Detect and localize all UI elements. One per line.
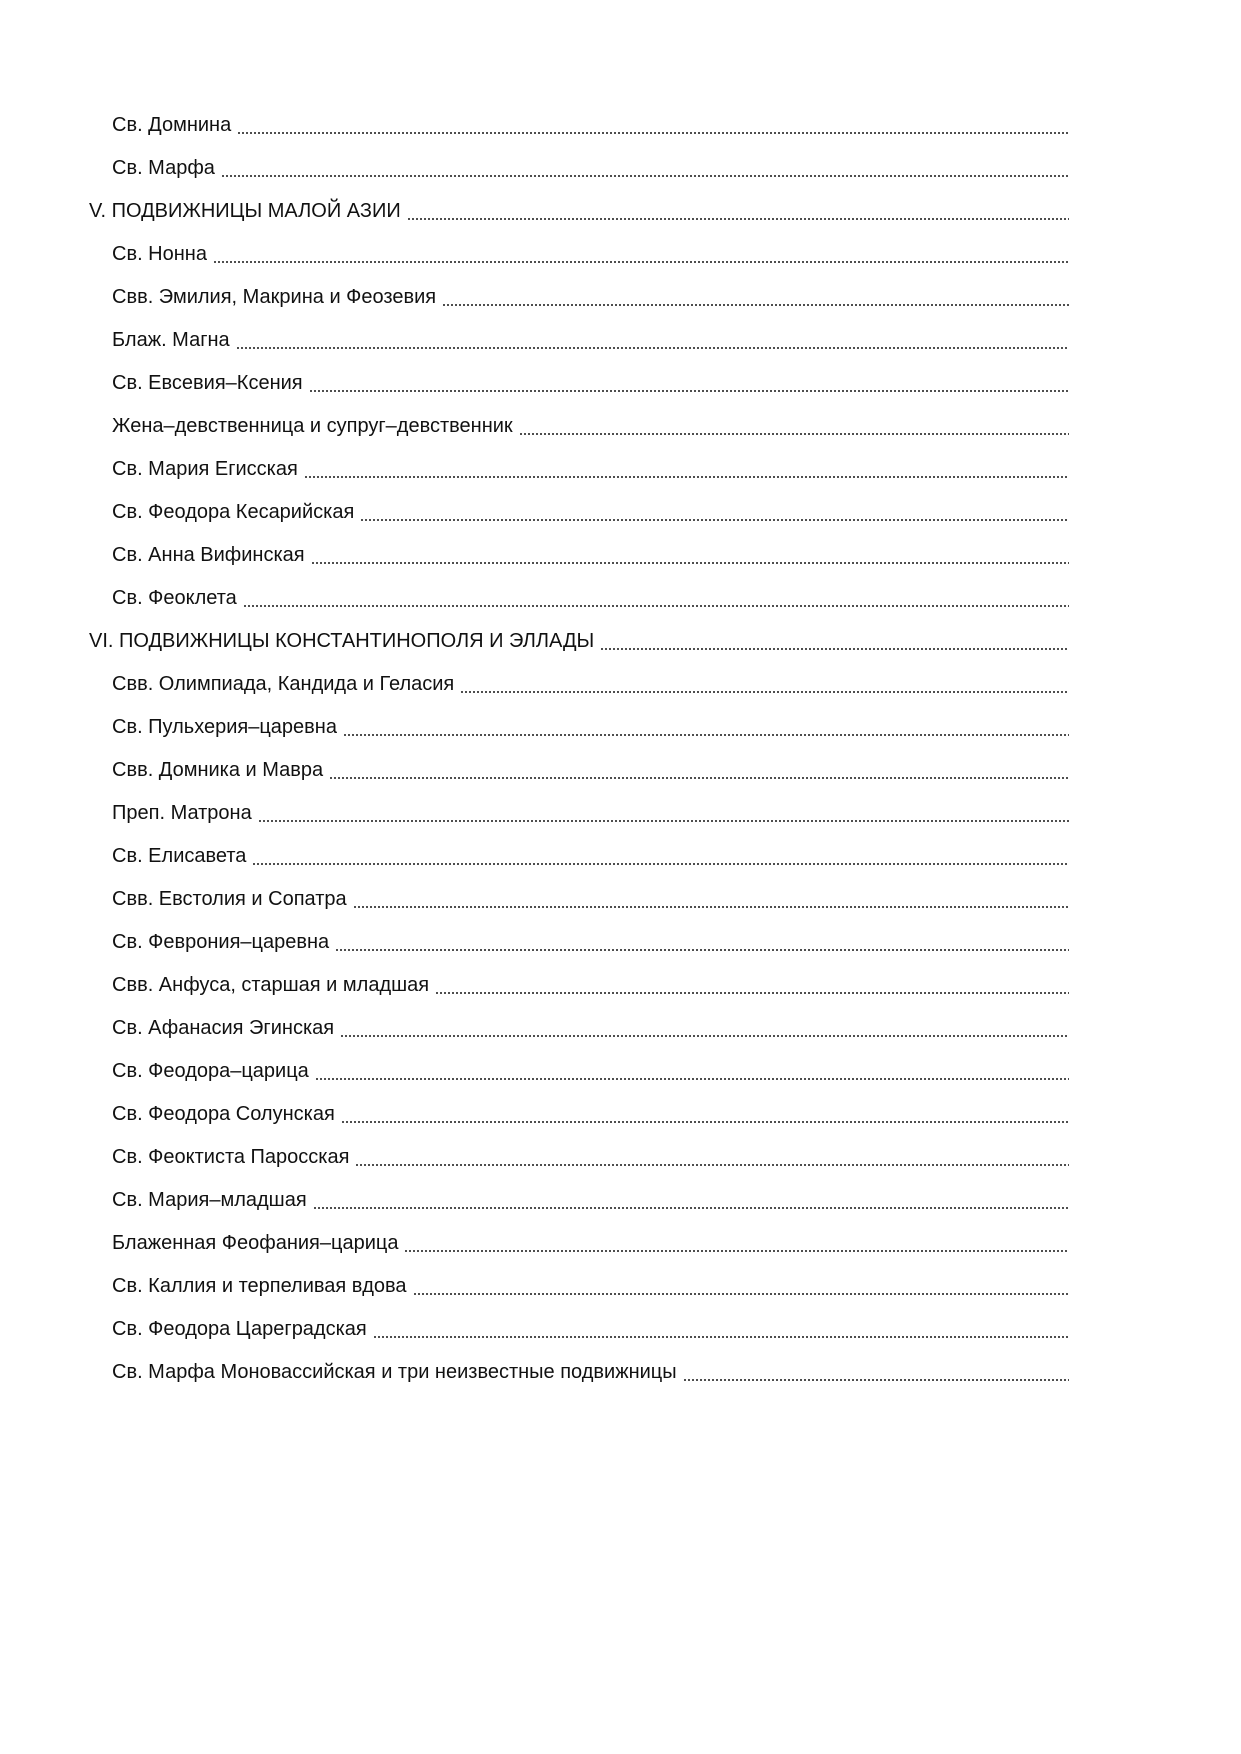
dot-leader <box>315 1059 1069 1083</box>
toc-entry[interactable] <box>0 328 1241 371</box>
toc-entry-label: Св. Мария–младшая <box>112 1189 307 1211</box>
dot-leader <box>340 1016 1069 1040</box>
dot-leader <box>313 1188 1069 1212</box>
toc-entry-label: Св. Марфа Моновассийская и три неизвестные подвижницы <box>112 1361 677 1383</box>
toc-entry-label: Свв. Домника и Мавра <box>112 759 324 781</box>
dot-leader <box>341 1102 1069 1126</box>
toc-entry[interactable] <box>0 156 1241 199</box>
toc-entry-label: Св. Пульхерия–царевна <box>112 716 337 738</box>
toc-entry[interactable] <box>0 1059 1241 1102</box>
toc-entry[interactable] <box>0 371 1241 414</box>
toc-entry-label: Св. Домнина <box>112 114 232 136</box>
dot-leader <box>329 758 1069 782</box>
toc-entry[interactable] <box>0 242 1241 285</box>
dot-leader <box>252 844 1069 868</box>
toc-entry[interactable] <box>0 1231 1241 1274</box>
toc-entry[interactable] <box>0 758 1241 801</box>
dot-leader <box>353 887 1069 911</box>
toc-entry[interactable] <box>0 457 1241 500</box>
table-of-contents <box>0 113 1241 1403</box>
toc-entry[interactable] <box>0 672 1241 715</box>
dot-leader <box>304 457 1069 481</box>
dot-leader <box>311 543 1069 567</box>
toc-section-heading[interactable] <box>0 199 1241 242</box>
toc-entry-label: Св. Феодора Кесарийская <box>112 501 355 523</box>
toc-entry-label: Св. Феодора–царица <box>112 1060 309 1082</box>
dot-leader <box>404 1231 1069 1255</box>
dot-leader <box>335 930 1069 954</box>
toc-entry[interactable] <box>0 285 1241 328</box>
dot-leader <box>355 1145 1069 1169</box>
dot-leader <box>460 672 1069 696</box>
toc-entry-label: Свв. Олимпиада, Кандида и Геласия <box>112 673 455 695</box>
toc-entry-label: Св. Елисавета <box>112 845 247 867</box>
toc-entry-label: Св. Феодора Цареградская <box>112 1318 367 1340</box>
toc-entry[interactable] <box>0 1317 1241 1360</box>
dot-leader <box>221 156 1069 180</box>
toc-entry[interactable] <box>0 586 1241 629</box>
toc-entry[interactable] <box>0 1016 1241 1059</box>
dot-leader <box>236 328 1069 352</box>
dot-leader <box>413 1274 1069 1298</box>
dot-leader <box>442 285 1069 309</box>
toc-entry[interactable] <box>0 973 1241 1016</box>
toc-entry[interactable] <box>0 414 1241 457</box>
dot-leader <box>243 586 1069 610</box>
dot-leader <box>683 1360 1069 1384</box>
toc-entry[interactable] <box>0 1360 1241 1403</box>
dot-leader <box>213 242 1069 266</box>
toc-entry[interactable] <box>0 801 1241 844</box>
toc-entry-label: Св. Феврония–царевна <box>112 931 330 953</box>
toc-section-label: V. ПОДВИЖНИЦЫ МАЛОЙ АЗИИ <box>89 200 401 222</box>
toc-entry-label: Свв. Евстолия и Сопатра <box>112 888 347 910</box>
toc-entry[interactable] <box>0 113 1241 156</box>
toc-entry-label: Свв. Эмилия, Макрина и Феозевия <box>112 286 437 308</box>
toc-entry-label: Св. Феоклета <box>112 587 237 609</box>
toc-entry[interactable] <box>0 500 1241 543</box>
toc-entry-label: Св. Феодора Солунская <box>112 1103 335 1125</box>
toc-entry[interactable] <box>0 1145 1241 1188</box>
dot-leader <box>600 629 1069 653</box>
toc-entry-label: Св. Афанасия Эгинская <box>112 1017 335 1039</box>
dot-leader <box>373 1317 1069 1341</box>
toc-entry-label: Преп. Матрона <box>112 802 252 824</box>
toc-entry[interactable] <box>0 715 1241 758</box>
toc-entry-label: Св. Феоктиста Паросская <box>112 1146 350 1168</box>
dot-leader <box>237 113 1069 137</box>
toc-entry[interactable] <box>0 1274 1241 1317</box>
toc-section-heading[interactable] <box>0 629 1241 672</box>
dot-leader <box>309 371 1069 395</box>
toc-entry-label: Св. Марфа <box>112 157 215 179</box>
toc-entry-label: Свв. Анфуса, старшая и младшая <box>112 974 430 996</box>
toc-entry-label: Св. Евсевия–Ксения <box>112 372 303 394</box>
toc-entry[interactable] <box>0 844 1241 887</box>
toc-entry-label: Блаж. Магна <box>112 329 230 351</box>
dot-leader <box>360 500 1069 524</box>
dot-leader <box>343 715 1069 739</box>
toc-entry[interactable] <box>0 887 1241 930</box>
toc-entry-label: Св. Нонна <box>112 243 207 265</box>
dot-leader <box>435 973 1069 997</box>
dot-leader <box>258 801 1069 825</box>
toc-section-label: VI. ПОДВИЖНИЦЫ КОНСТАНТИНОПОЛЯ И ЭЛЛАДЫ <box>89 630 595 652</box>
toc-entry[interactable] <box>0 930 1241 973</box>
toc-entry-label: Блаженная Феофания–царица <box>112 1232 399 1254</box>
toc-entry-label: Св. Мария Егисская <box>112 458 298 480</box>
toc-entry-label: Св. Каллия и терпеливая вдова <box>112 1275 407 1297</box>
toc-entry-label: Св. Анна Вифинская <box>112 544 305 566</box>
dot-leader <box>407 199 1069 223</box>
dot-leader <box>519 414 1069 438</box>
toc-entry[interactable] <box>0 543 1241 586</box>
toc-entry-label: Жена–девственница и супруг–девственник <box>112 415 513 437</box>
toc-entry[interactable] <box>0 1188 1241 1231</box>
toc-entry[interactable] <box>0 1102 1241 1145</box>
